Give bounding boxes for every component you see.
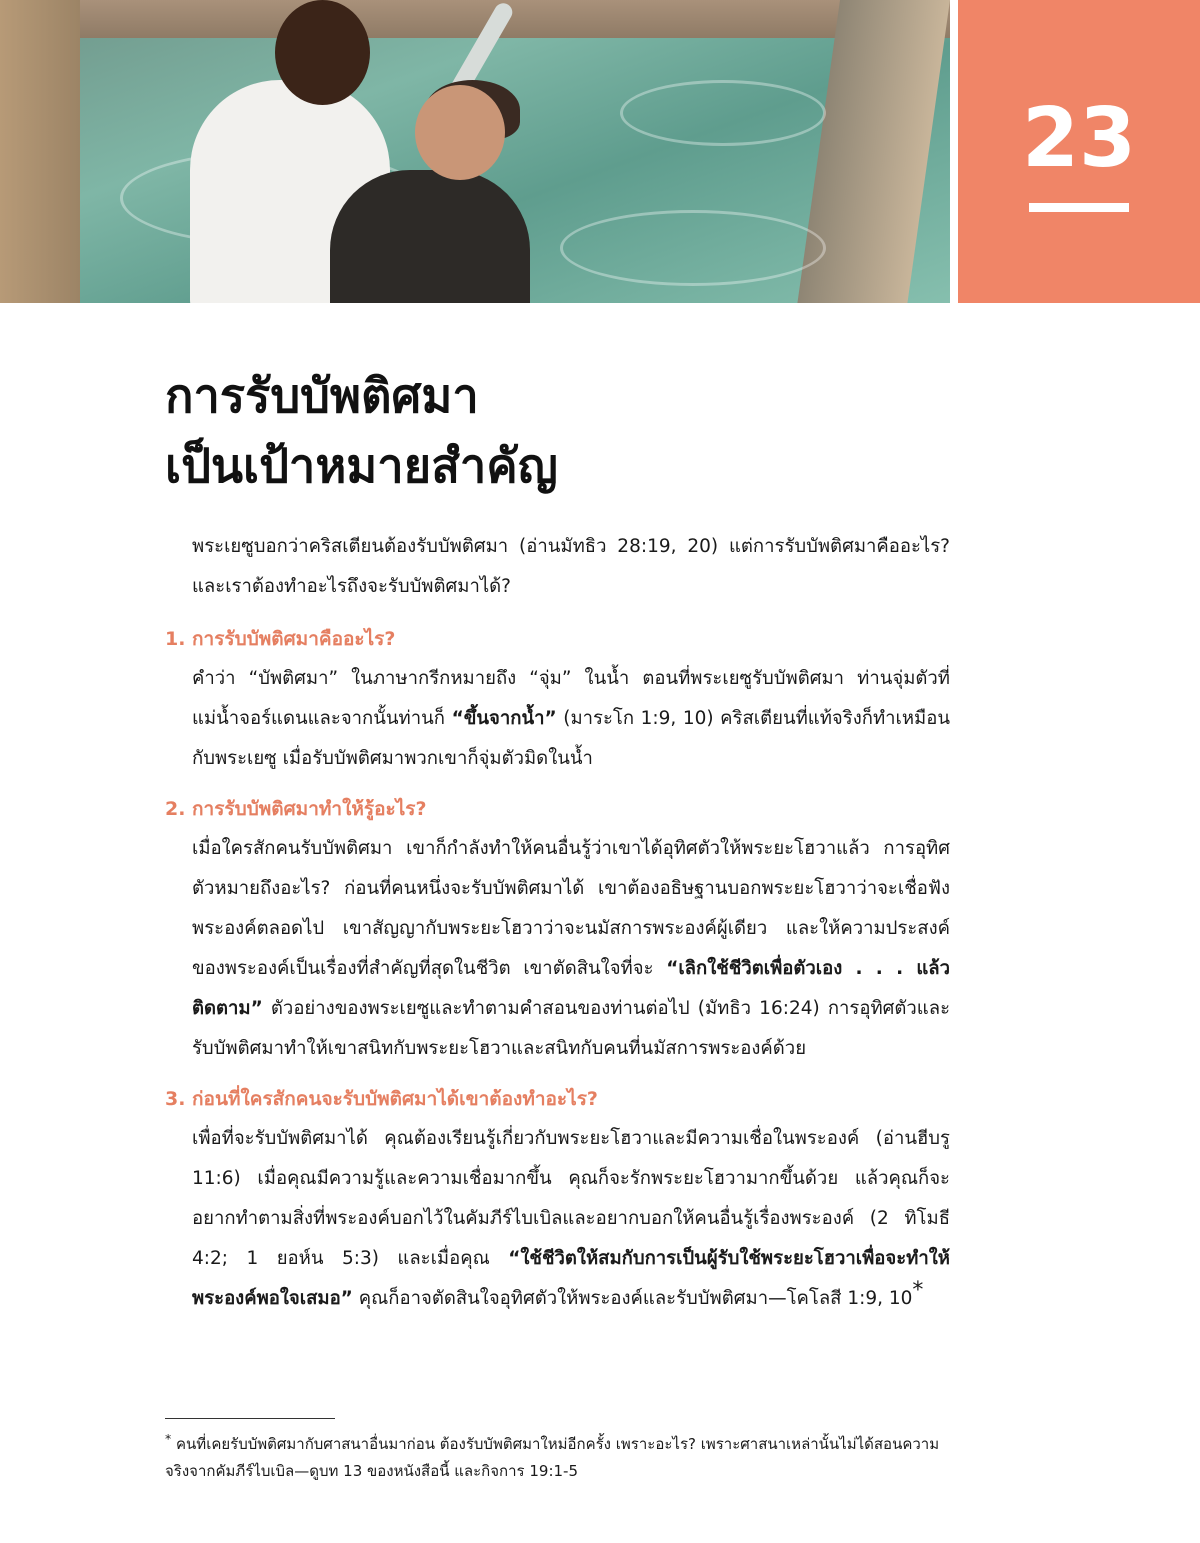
chapter-tab: [958, 0, 1200, 303]
article-body: [165, 527, 950, 1329]
section-2-paragraph: [165, 829, 950, 1069]
section-3-question: 3. ก่อนที่ใครสักคนจะรับบัพติศมาได้เขาต้องทำอะไร?: [165, 1088, 598, 1110]
water-ripple: [560, 210, 826, 286]
section-3: [165, 1079, 950, 1319]
section-1-paragraph: [165, 659, 950, 779]
section-2: [165, 789, 950, 1069]
section-2-question: 2. การรับบัพติศมาทำให้รู้อะไร?: [165, 798, 427, 820]
baptizer-head: [275, 0, 370, 105]
section-3-emphasis: “ใช้ชีวิตให้สมกับการเป็นผู้รับใช้พระยะโฮวาเพื่อจะทำให้พระองค์พอใจเสมอ”: [192, 1248, 950, 1309]
section-2-text-b: ตัวอย่างของพระเยซูและทำตามคำสอนของท่านต่อไป (มัทธิว 16:24) การอุทิศตัวและรับบัพติศมาทำให้เขาสนิทกับพระยะโฮวาและสนิทกับคนที่นมัสการพระองค์ด้วย: [192, 998, 950, 1059]
pool-edge: [0, 0, 80, 303]
section-1-question: 1. การรับบัพติศมาคืออะไร?: [165, 628, 396, 650]
baptized-head: [415, 85, 505, 180]
section-3-paragraph: [165, 1119, 950, 1319]
footnote-marker[interactable]: *: [912, 1277, 924, 1303]
water-ripple: [620, 80, 826, 146]
footnote-star: *: [165, 1431, 172, 1446]
title-line-1: การรับบัพติศมา: [165, 369, 479, 424]
title-line-2: เป็นเป้าหมายสำคัญ: [165, 439, 558, 494]
section-2-emphasis: “เลิกใช้ชีวิตเพื่อตัวเอง . . . แล้วติดตาม”: [192, 958, 951, 1019]
section-3-text-a: เพื่อที่จะรับบัพติศมาได้ คุณต้องเรียนรู้เกี่ยวกับพระยะโฮวาและมีความเชื่อในพระองค์ (อ่านฮีบรู 11:6) เมื่อคุณมีความรู้และความเชื่อมากขึ้น คุณก็จะรักพระยะโฮวามากขึ้นด้วย แล้วคุณก็จะอยากทำตามสิ่งที่พระองค์บอกไว้ในคัมภีร์ไบเบิลและอยากบอกให้คนอื่นรู้เรื่องพระองค์ (2 ทิโมธี 4:2; 1 ยอห์น 5:3) และเมื่อคุณ: [192, 1128, 950, 1269]
chapter-underline: [1029, 203, 1129, 212]
section-1-text-b: (มาระโก 1:9, 10) คริสเตียนที่แท้จริงก็ทำเหมือนกับพระเยซู เมื่อรับบัพติศมาพวกเขาก็จุ่มตัวมิดในน้ำ: [192, 708, 950, 769]
section-3-text-b: คุณก็อาจตัดสินใจอุทิศตัวให้พระองค์และรับบัพติศมา—โคโลสี 1:9, 10: [352, 1288, 913, 1309]
chapter-number: 23: [1021, 91, 1137, 186]
section-1-text-a: คำว่า “บัพติศมา” ในภาษากรีกหมายถึง “จุ่ม” ในน้ำ ตอนที่พระเยซูรับบัพติศมา ท่านจุ่มตัวที่แม่น้ำจอร์แดนและจากนั้นท่านก็: [192, 668, 950, 729]
section-2-text-a: เมื่อใครสักคนรับบัพติศมา เขาก็กำลังทำให้คนอื่นรู้ว่าเขาได้อุทิศตัวให้พระยะโฮวาแล้ว การอุทิศตัวหมายถึงอะไร? ก่อนที่คนหนึ่งจะรับบัพติศมาได้ เขาต้องอธิษฐานบอกพระยะโฮวาว่าจะเชื่อฟังพระองค์ตลอดไป เขาสัญญากับพระยะโฮวาว่าจะนมัสการพระองค์ผู้เดียว และให้ความประสงค์ของพระองค์เป็นเรื่องที่สำคัญที่สุดในชีวิต เขาตัดสินใจที่จะ: [192, 838, 950, 979]
page-title: [165, 362, 965, 502]
baptized-figure: [330, 170, 530, 303]
pool-deck: [0, 0, 950, 38]
intro-paragraph: พระเยซูบอกว่าคริสเตียนต้องรับบัพติศมา (อ่านมัทธิว 28:19, 20) แต่การรับบัพติศมาคืออะไร? และเราต้องทำอะไรถึงจะรับบัพติศมาได้?: [192, 536, 950, 597]
section-1: [165, 619, 950, 779]
footnote-divider: [165, 1418, 335, 1419]
baptism-photo: [0, 0, 950, 303]
section-1-emphasis: “ขึ้นจากน้ำ”: [451, 708, 557, 729]
footnote-text: คนที่เคยรับบัพติศมากับศาสนาอื่นมาก่อน ต้องรับบัพติศมาใหม่อีกครั้ง เพราะอะไร? เพราะศาสนาเหล่านั้นไม่ได้สอนความจริงจากคัมภีร์ไบเบิล—ดูบท 13 ของหนังสือนี้ และกิจการ 19:1-5: [165, 1435, 940, 1480]
footnote: [165, 1425, 955, 1485]
